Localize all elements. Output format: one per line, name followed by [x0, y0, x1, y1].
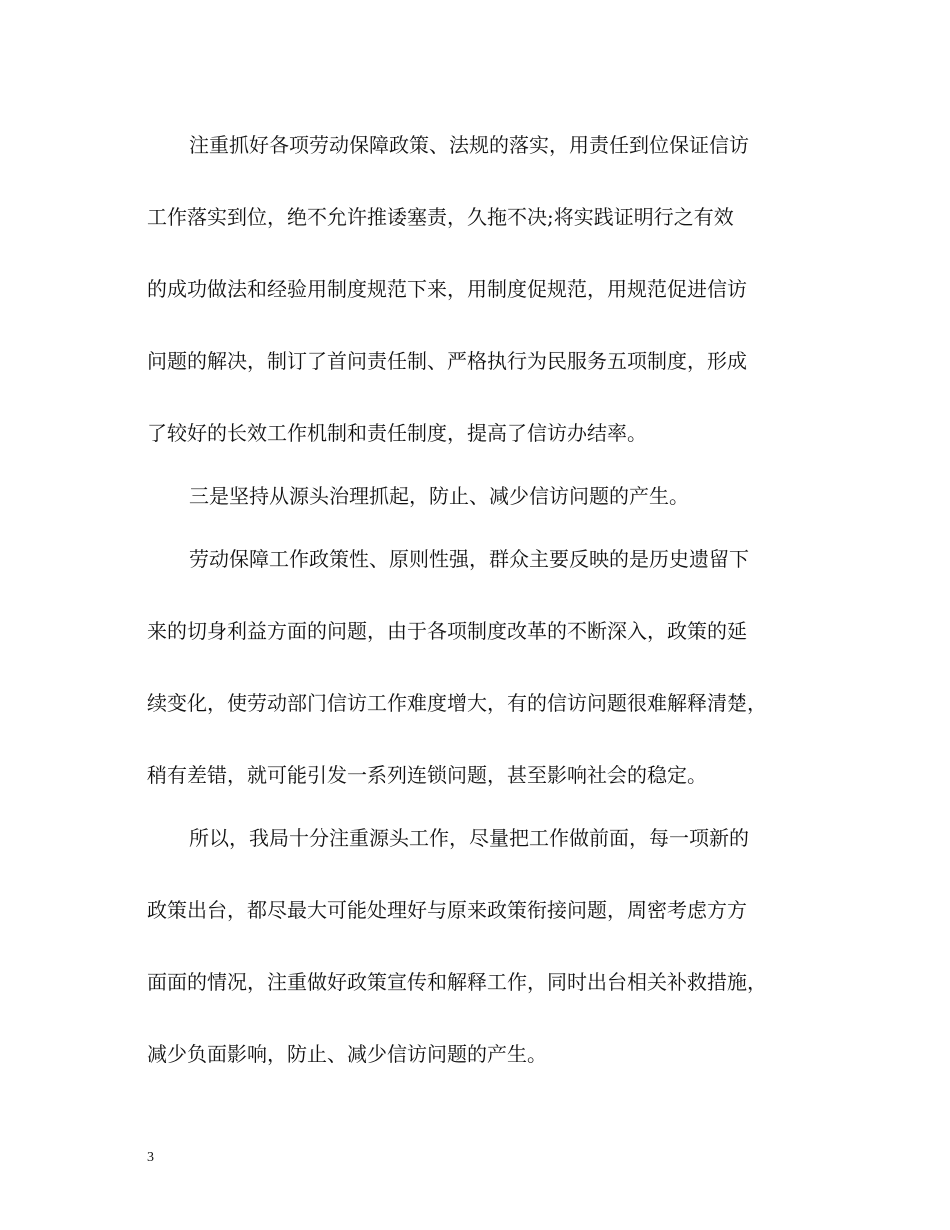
text-line: 减少负面影响，防止、减少信访问题的产生。 [147, 1042, 547, 1066]
page-number: 3 [147, 1150, 154, 1165]
text-line: 所以，我局十分注重源头工作，尽量把工作做前面，每一项新的 [189, 826, 749, 850]
text-line: 续变化，使劳动部门信访工作难度增大，有的信访问题很难解释清楚， [147, 691, 767, 715]
text-line: 面面的情况，注重做好政策宣传和解释工作，同时出台相关补救措施， [147, 970, 767, 994]
text-line: 政策出台，都尽最大可能处理好与原来政策衔接问题，周密考虑方方 [147, 898, 747, 922]
text-line: 的成功做法和经验用制度规范下来，用制度促规范，用规范促进信访 [147, 277, 747, 301]
text-line: 了较好的长效工作机制和责任制度，提高了信访办结率。 [147, 421, 647, 445]
text-line: 劳动保障工作政策性、原则性强，群众主要反映的是历史遗留下 [189, 547, 749, 571]
text-line: 三是坚持从源头治理抓起，防止、减少信访问题的产生。 [189, 484, 689, 508]
text-line: 注重抓好各项劳动保障政策、法规的落实，用责任到位保证信访 [189, 133, 749, 157]
text-line: 工作落实到位，绝不允许推诿塞责，久拖不决;将实践证明行之有效 [147, 205, 734, 229]
text-line: 问题的解决，制订了首问责任制、严格执行为民服务五项制度，形成 [147, 349, 747, 373]
text-line: 来的切身利益方面的问题，由于各项制度改革的不断深入，政策的延 [147, 619, 747, 643]
text-line: 稍有差错，就可能引发一系列连锁问题，甚至影响社会的稳定。 [147, 763, 707, 787]
